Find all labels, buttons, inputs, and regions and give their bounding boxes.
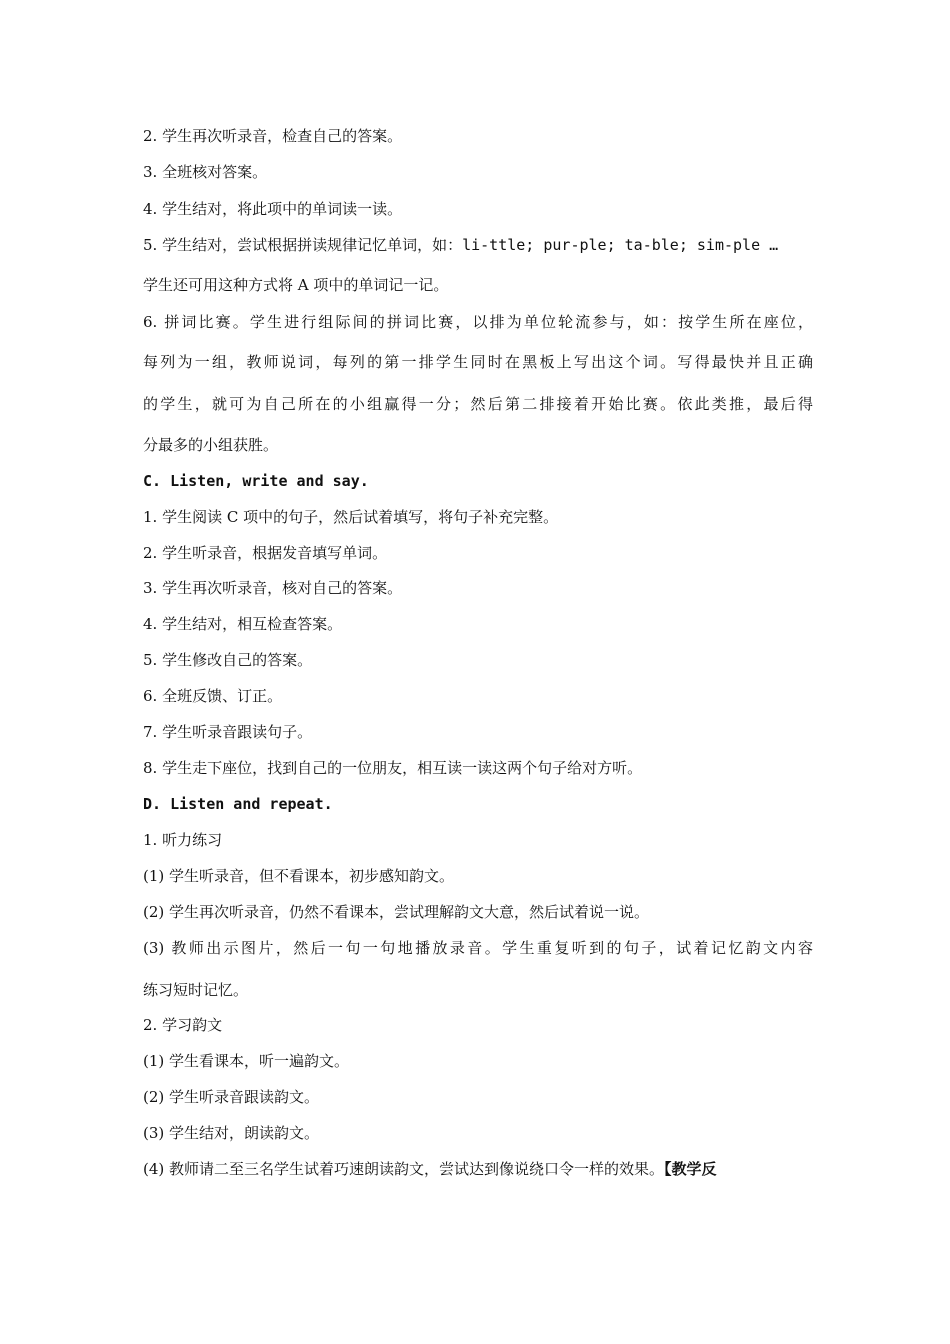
section-heading-d: D. Listen and repeat. xyxy=(143,795,333,813)
list-item: (1) 学生看课本，听一遍韵文。 xyxy=(143,1052,350,1070)
section-heading-c: C. Listen, write and say. xyxy=(143,472,369,490)
list-item-continuation: 练习短时记忆。 xyxy=(143,981,249,999)
list-item-last xyxy=(143,1159,813,1179)
paragraph-line-with-example xyxy=(143,235,813,255)
paragraph-line: 6. 拼词比赛。学生进行组际间的拼词比赛，以排为单位轮流参与，如：按学生所在座位， xyxy=(143,313,813,331)
list-item: 5. 学生修改自己的答案。 xyxy=(143,651,313,669)
paragraph-line: 的学生，就可为自己所在的小组赢得一分；然后第二排接着开始比赛。依此类推，最后得 xyxy=(143,395,813,413)
list-item-text: (4) 教师请二至三名学生试着巧速朗读韵文，尝试达到像说绕口令一样的效果。 xyxy=(143,1160,665,1178)
list-item: 7. 学生听录音跟读句子。 xyxy=(143,723,313,741)
syllable-example: li-ttle; pur-ple; ta-ble; sim-ple … xyxy=(462,236,779,254)
paragraph-line: 4. 学生结对，将此项中的单词读一读。 xyxy=(143,200,403,218)
list-item: 6. 全班反馈、订正。 xyxy=(143,687,283,705)
subsection-title: 2. 学习韵文 xyxy=(143,1016,223,1034)
list-item: (1) 学生听录音，但不看课本，初步感知韵文。 xyxy=(143,867,455,885)
paragraph-line: 3. 全班核对答案。 xyxy=(143,163,268,181)
paragraph-line: 2. 学生再次听录音，检查自己的答案。 xyxy=(143,127,403,145)
list-item: 1. 学生阅读 C 项中的句子，然后试着填写，将句子补充完整。 xyxy=(143,508,559,526)
list-item: 3. 学生再次听录音，核对自己的答案。 xyxy=(143,579,403,597)
list-item: 2. 学生听录音，根据发音填写单词。 xyxy=(143,544,388,562)
list-item: 8. 学生走下座位，找到自己的一位朋友，相互读一读这两个句子给对方听。 xyxy=(143,759,643,777)
paragraph-line: 分最多的小组获胜。 xyxy=(143,436,279,454)
paragraph-text: 5. 学生结对，尝试根据拼读规律记忆单词，如： xyxy=(143,236,463,254)
paragraph-line: 学生还可用这种方式将 A 项中的单词记一记。 xyxy=(143,276,449,294)
list-item: (3) 学生结对，朗读韵文。 xyxy=(143,1124,320,1142)
reflection-bracket-label: 【教学反 xyxy=(664,1160,717,1178)
list-item: (2) 学生听录音跟读韵文。 xyxy=(143,1088,320,1106)
list-item: 4. 学生结对，相互检查答案。 xyxy=(143,615,343,633)
list-item: (3) 教师出示图片，然后一句一句地播放录音。学生重复听到的句子，试着记忆韵文内容 xyxy=(143,939,813,957)
subsection-title: 1. 听力练习 xyxy=(143,831,223,849)
list-item: (2) 学生再次听录音，仍然不看课本，尝试理解韵文大意，然后试着说一说。 xyxy=(143,903,650,921)
paragraph-line: 每列为一组，教师说词，每列的第一排学生同时在黑板上写出这个词。写得最快并且正确 xyxy=(143,353,813,371)
